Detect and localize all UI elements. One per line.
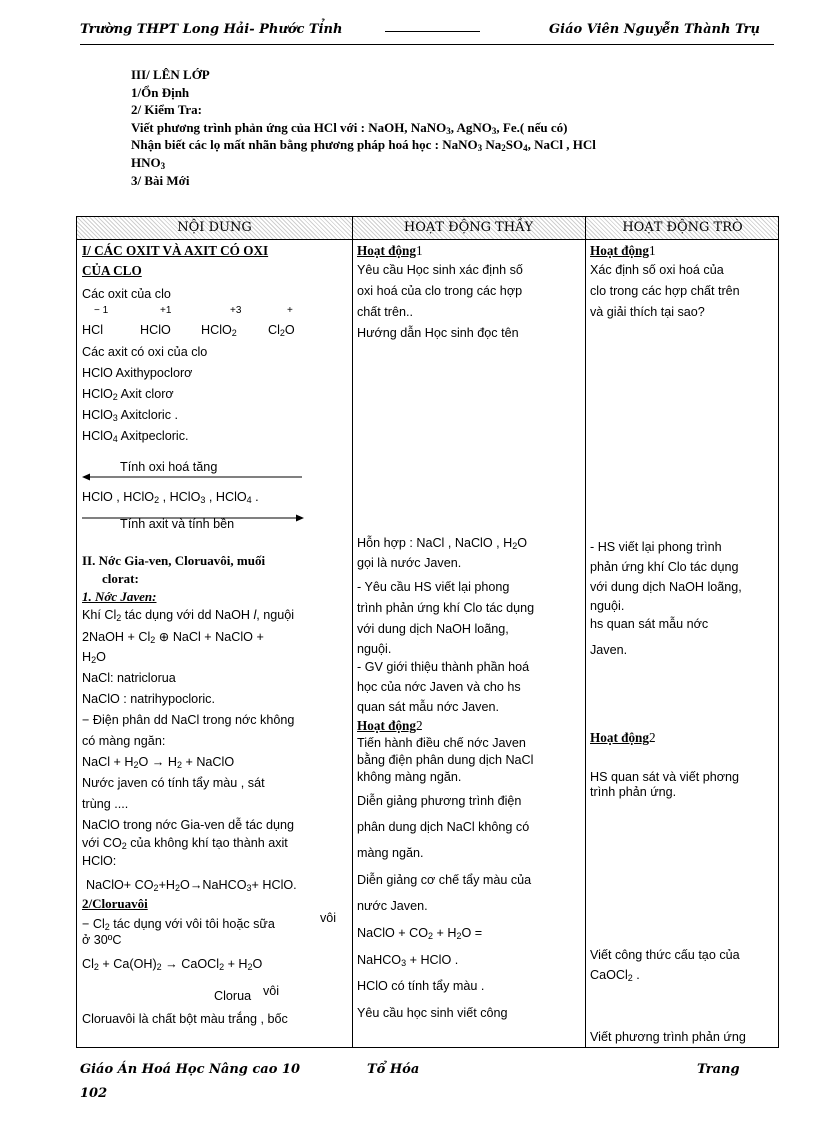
header-teacher: HOẠT ĐỘNG THẦY xyxy=(403,220,534,235)
formula-cl2o: $Cl_2O$ xyxy=(268,323,295,338)
acid-series: HClO , HClO$_2$ , HClO$_3$ , HClO$_4$ . xyxy=(82,490,259,505)
column-divider-2 xyxy=(585,217,586,1047)
section-1-title-cont: CỦA CLO xyxy=(82,263,142,278)
electrolysis-equation: NaCl + $H_2O \to H_2$ + NaClO xyxy=(82,755,235,770)
co2-reaction-desc-3: HClO: xyxy=(82,854,117,868)
student-task-1: Xác định số oxi hoá của xyxy=(590,263,724,277)
arrow-left-icon xyxy=(82,472,304,482)
step-new-lesson: 3/ Bài Mới xyxy=(131,172,190,188)
javen-equation: 2NaOH + $Cl_2$ ⊕ NaCl + NaClO + xyxy=(82,630,264,645)
teacher-task-2: Hướng dẫn Học sinh đọc tên xyxy=(357,326,519,340)
teacher-request-1: - Yêu cầu HS viết lại phong xyxy=(357,580,510,594)
javen-equation-cont: $H_2O$ xyxy=(82,650,106,665)
teacher-request-2: Yêu cầu học sinh viết công xyxy=(357,1006,508,1020)
naclo-name: NaClO : natrihypocloric. xyxy=(82,692,215,706)
axit-2: HClO$_2$ Axit clorơ xyxy=(82,387,174,402)
teacher-task-1: Yêu cầu Học sinh xác định số xyxy=(357,263,523,277)
teacher-prep-1b: bằng điện phân dung dịch NaCl xyxy=(357,753,534,767)
electrolysis-desc-cont: có màng ngăn: xyxy=(82,734,166,748)
footer-department: Tổ Hóa xyxy=(367,1062,420,1077)
axit-3: HClO$_3$ Axitcloric . xyxy=(82,408,178,423)
teacher-task-1-cont-2: chất trên.. xyxy=(357,305,414,319)
teacher-column xyxy=(357,217,583,1049)
section-2-title: II. Nớc Gia-ven, Cloruavôi, muối xyxy=(82,553,266,568)
student-column xyxy=(590,217,778,1049)
cloruavoi-desc: − $Cl_2$ tác dụng với vôi tôi hoặc sữa xyxy=(82,917,275,932)
axit-4: HClO$_4$ Axitpecloric. xyxy=(82,429,189,444)
cloruavoi-label: Clorua xyxy=(214,989,252,1003)
footer-page-label: Trang xyxy=(697,1062,740,1077)
cloruavoi-temp: ở 30ºC xyxy=(82,933,122,947)
teacher-equation-1b: NaHCO$_3$ + HClO . xyxy=(357,953,459,968)
javen-reaction-desc: Khí $Cl_2$ tác dụng với dd NaOH l, nguội xyxy=(82,608,295,623)
ox-state-4: + xyxy=(287,305,293,316)
teacher-intro-1c: quan sát mẫu nớc Javen. xyxy=(357,700,499,714)
teacher-prep-1c: không màng ngăn. xyxy=(357,770,462,784)
section-heading: III/ LÊN LỚP xyxy=(131,67,210,82)
teacher-explain-1c: màng ngăn. xyxy=(357,846,424,860)
cloruavoi-label-voi: vôi xyxy=(263,984,280,998)
axit-1: HClO Axithypoclorơ xyxy=(82,366,193,380)
nacl-name: NaCl: natriclorua xyxy=(82,671,176,685)
step-check: 2/ Kiểm Tra: xyxy=(131,102,203,118)
student-observe-b: Javen. xyxy=(590,643,628,657)
axits-label: Các axit có oxi của clo xyxy=(82,345,208,359)
teacher-activity-1: Hoạt động1 xyxy=(357,243,423,258)
oxits-label: Các oxit của clo xyxy=(82,287,171,301)
teacher-explain-2: Diễn giảng cơ chế tẩy màu của xyxy=(357,873,532,887)
ox-state-1: − 1 xyxy=(94,305,109,316)
page-header xyxy=(80,20,760,42)
student-observe: hs quan sát mẫu nớc xyxy=(590,617,709,631)
header-content: NỘI DUNG xyxy=(177,220,252,235)
student-task-2d: nguội. xyxy=(590,599,625,613)
teacher-prep-1: Tiến hành điều chế nớc Javen xyxy=(357,736,526,750)
subsection-cloruavoi: 2/Cloruavôi xyxy=(82,896,148,911)
student-task-3: HS quan sát và viết phơng xyxy=(590,770,739,784)
teacher-task-1-cont: oxi hoá của clo trong các hợp xyxy=(357,284,523,298)
electrolysis-desc: − Điện phân dd NaCl trong nớc không xyxy=(82,713,295,727)
student-task-2b: phản ứng khí Clo tác dụng xyxy=(590,560,739,574)
subsection-javen: 1. Nớc Javen: xyxy=(82,589,157,604)
student-activity-2: Hoạt động2 xyxy=(590,730,656,745)
teacher-mixture: Hỗn hợp : NaCl , NaClO , $H_2O$ xyxy=(357,536,528,551)
student-task-3b: trình phản ứng. xyxy=(590,785,677,799)
teacher-mixture-cont: gọi là nước Javen. xyxy=(357,556,462,570)
column-divider-1 xyxy=(352,217,353,1047)
teacher-request-1d: nguội. xyxy=(357,642,392,656)
student-task-4: Viết công thức cấu tạo của xyxy=(590,948,740,962)
teacher-explain-2b: nước Javen. xyxy=(357,899,428,913)
step-stabilize: 1/Ổn Định xyxy=(131,84,190,100)
student-task-2c: với dung dịch NaOH loãng, xyxy=(590,580,742,594)
teacher-request-1c: với dung dịch NaOH loãng, xyxy=(357,622,509,636)
cloruavoi-desc-voi: vôi xyxy=(320,911,337,925)
section-1-title: I/ CÁC OXIT VÀ AXIT CÓ OXI xyxy=(82,243,269,258)
teacher-activity-2: Hoạt động2 xyxy=(357,718,423,733)
teacher-explain-1: Diễn giảng phương trình điện xyxy=(357,794,522,808)
teacher-equation-1: NaClO + $CO_2 + H_2O$ = xyxy=(357,926,483,941)
lesson-table xyxy=(76,216,779,1048)
co2-reaction-desc: NaClO trong nớc Gia-ven dễ tác dụng xyxy=(82,818,294,832)
header-divider xyxy=(80,44,774,45)
co2-equation: NaClO+ $CO_2+H_2O\to NaHCO_3+$ HClO. xyxy=(86,878,297,893)
ox-state-3: +3 xyxy=(230,305,242,316)
cloruavoi-equation: $Cl_2 + Ca(OH)_2$ → CaOCl$_2$ + $H_2O$ xyxy=(82,957,263,972)
check-question-2-cont: $HNO_3$ xyxy=(131,154,166,171)
student-task-1b: clo trong các hợp chất trên xyxy=(590,284,740,298)
cloruavoi-property: Cloruavôi là chất bột màu trắng , bốc xyxy=(82,1012,288,1026)
acidity-trend-label: Tính axit và tính bền xyxy=(120,517,235,531)
co2-reaction-desc-2: với $CO_2$ của không khí tạo thành axit xyxy=(82,836,288,851)
javen-property: Nước javen có tính tẩy màu , sát xyxy=(82,776,265,790)
formula-hclo2: HClO$_2$ xyxy=(201,323,237,338)
school-name: Trường THPT Long Hải- Phước Tỉnh xyxy=(80,22,343,37)
teacher-hclo-note: HClO có tính tẩy màu . xyxy=(357,979,485,993)
content-column xyxy=(82,217,350,1049)
check-question-2: Nhận biết các lọ mất nhãn bằng phương pháp hoá học : NaNO$_3$ $Na_2SO_4$, NaCl , HCl xyxy=(131,137,596,154)
header-rule xyxy=(385,31,480,32)
formula-hclo: HClO xyxy=(140,323,171,337)
student-activity-1: Hoạt động1 xyxy=(590,243,656,258)
javen-property-cont: trùng .... xyxy=(82,797,129,811)
teacher-intro-1: - GV giới thiệu thành phần hoá xyxy=(357,660,530,674)
check-question-1: Viết phương trình phản ứng của HCl với : NaOH, NaNO$_3$, AgNO$_3$, Fe.( nếu có) xyxy=(131,119,568,136)
lesson-intro xyxy=(131,66,596,189)
header-student: HOẠT ĐỘNG TRÒ xyxy=(622,220,743,235)
student-task-4b: CaOCl$_2$ . xyxy=(590,968,640,983)
student-task-2: - HS viết lại phong trình xyxy=(590,540,722,554)
teacher-intro-1b: học của nớc Javen và cho hs xyxy=(357,680,521,694)
footer-page-number: 102 xyxy=(80,1086,108,1101)
teacher-request-1b: trình phản ứng khí Clo tác dụng xyxy=(357,601,535,615)
ox-state-2: +1 xyxy=(160,305,172,316)
student-task-1c: và giải thích tại sao? xyxy=(590,305,705,319)
footer-book-title: Giáo Án Hoá Học Nâng cao 10 xyxy=(80,1062,301,1077)
oxidizing-trend-label: Tính oxi hoá tăng xyxy=(120,460,218,474)
formula-hcl: HCl xyxy=(82,323,103,337)
teacher-name: Giáo Viên Nguyễn Thành Trụ xyxy=(549,22,760,37)
student-task-5: Viết phương trình phản ứng xyxy=(590,1030,746,1044)
teacher-explain-1b: phân dung dịch NaCl không có xyxy=(357,820,530,834)
section-2-title-cont: clorat: xyxy=(102,571,139,586)
